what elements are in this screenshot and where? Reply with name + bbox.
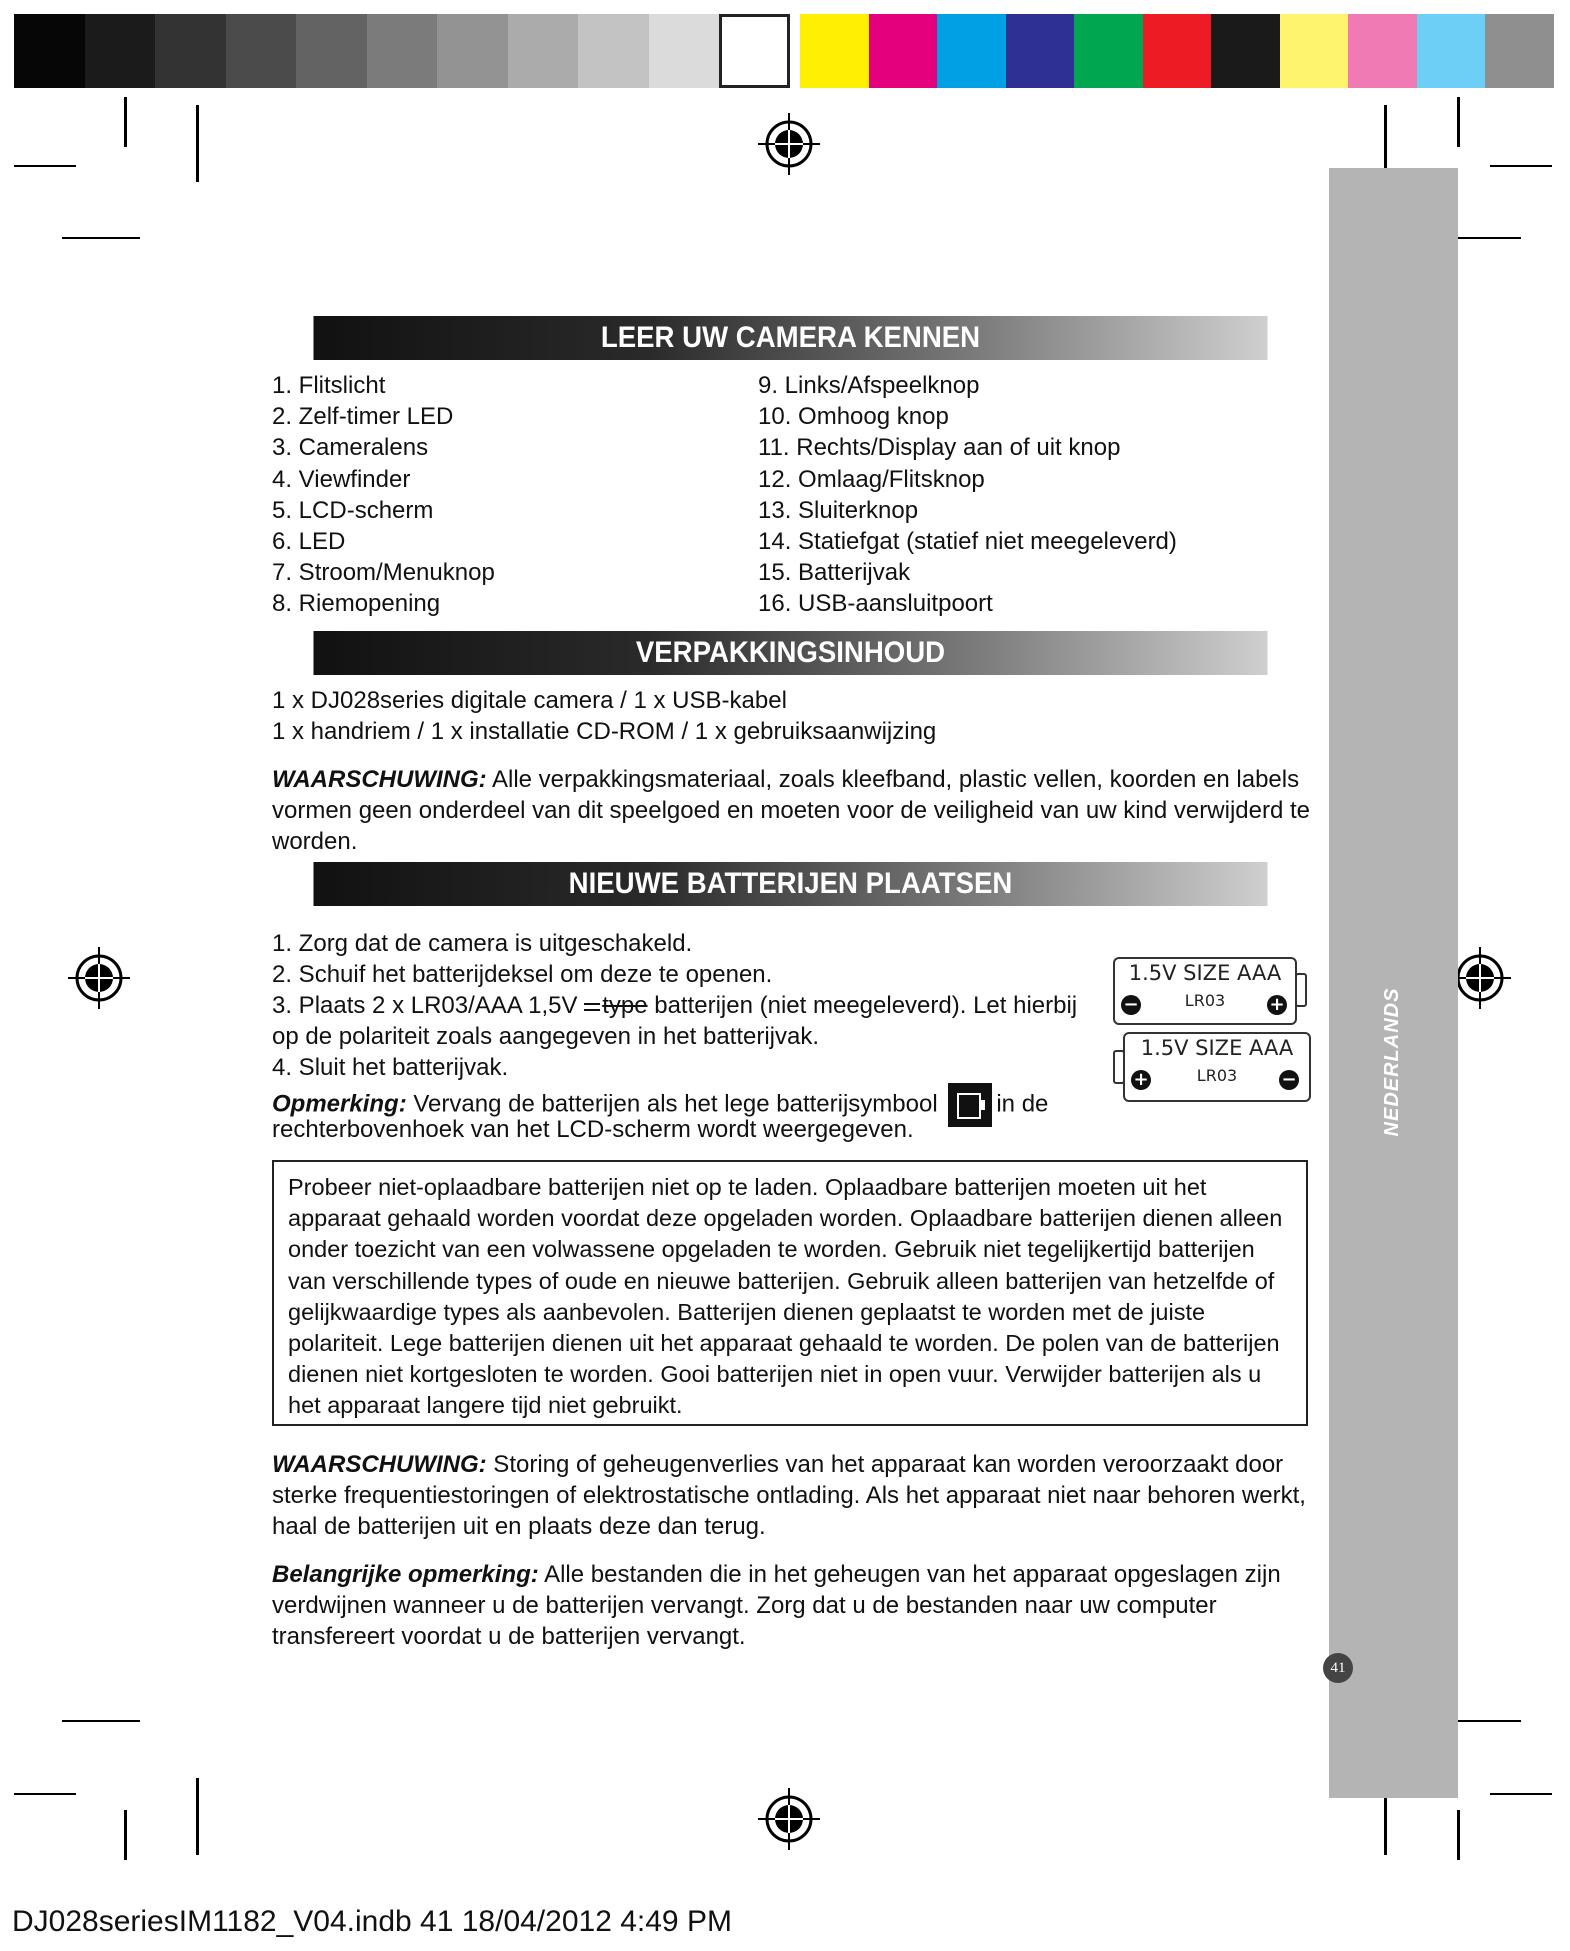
color-swatch <box>800 14 869 88</box>
contents-line: 1 x handriem / 1 x installatie CD-ROM / 1 x gebruiksaanwijzing <box>272 718 937 745</box>
color-swatch <box>1280 14 1349 88</box>
parts-list-right <box>758 370 1177 620</box>
color-swatch <box>1074 14 1143 88</box>
battery-step: 4. Sluit het batterijvak. <box>272 1054 509 1081</box>
list-item: 6. LED <box>272 528 346 556</box>
empty-battery-icon <box>948 1083 992 1127</box>
section-header-contents: VERPAKKINGSINHOUD <box>313 631 1267 675</box>
gray-swatch <box>367 14 438 88</box>
aaa-battery-illustration <box>1123 1032 1311 1102</box>
registration-mark-icon <box>758 113 820 175</box>
plus-pole-icon: + <box>1267 995 1287 1015</box>
interference-warning <box>272 1449 1312 1542</box>
battery-terminal-icon <box>1113 1050 1125 1084</box>
battery-model-label: LR03 <box>1184 991 1226 1010</box>
list-item: 10. Omhoog knop <box>758 403 949 431</box>
note-label: Opmerking: <box>272 1090 407 1118</box>
parts-list-left <box>272 370 495 620</box>
list-item: 13. Sluiterknop <box>758 496 919 524</box>
print-slug: DJ028seriesIM1182_V04.indb 41 18/04/2012 4:49 PM <box>12 1905 732 1938</box>
important-note <box>272 1559 1312 1652</box>
registration-mark-icon <box>68 947 130 1009</box>
minus-pole-icon: − <box>1279 1070 1299 1090</box>
warning-label: WAARSCHUWING: <box>272 766 487 793</box>
color-swatch <box>1348 14 1417 88</box>
battery-safety-notice: Probeer niet-oplaadbare batterijen niet op te laden. Oplaadbare batterijen moeten uit het apparaat gehaald worden voordat deze opgeladen worden. Oplaadbare batterijen dienen alleen onder toezicht van een volwassene opgeladen te worden. Gebruik niet tegelijkertijd batterijen van verschillende types of oude en nieuwe batterijen. Gebruik alleen batterijen van hetzelfde of gelijkwaardige types als aanbevolen. Batterijen dienen geplaatst te worden met de juiste polariteit. Lege batterijen dienen uit het apparaat gehaald te worden. De polen van de batterijen dienen niet kortgesloten te worden. Gooi batterijen niet in open vuur. Verwijder batterijen als u het apparaat langere tijd niet gebruikt. <box>272 1160 1308 1426</box>
crop-mark <box>62 1720 140 1722</box>
step3-type: type <box>602 992 648 1019</box>
section-header-learn: LEER UW CAMERA KENNEN <box>313 316 1267 360</box>
gray-swatch <box>85 14 156 88</box>
gray-swatch <box>155 14 226 88</box>
list-item: 3. Cameralens <box>272 434 429 462</box>
list-item: 14. Statiefgat (statief niet meegeleverd) <box>758 528 1177 556</box>
warning-label: WAARSCHUWING: <box>272 1451 487 1478</box>
battery-size-label: 1.5V SIZE AAA <box>1128 961 1282 985</box>
crop-mark <box>14 165 76 167</box>
list-item: 15. Batterijvak <box>758 559 911 587</box>
important-label: Belangrijke opmerking: <box>272 1561 539 1588</box>
crop-mark <box>1490 1793 1552 1795</box>
color-swatch <box>937 14 1006 88</box>
gray-swatch <box>437 14 508 88</box>
crop-mark <box>1457 1810 1460 1860</box>
crop-mark <box>124 97 127 147</box>
list-item: 16. USB-aansluitpoort <box>758 590 993 618</box>
note-text: in de <box>996 1090 1049 1118</box>
gray-swatch <box>14 14 85 88</box>
dc-symbol-icon <box>584 1003 600 1011</box>
minus-pole-icon: − <box>1121 995 1141 1015</box>
list-item: 5. LCD-scherm <box>272 496 434 524</box>
color-swatch <box>869 14 938 88</box>
crop-mark <box>1457 97 1460 147</box>
color-swatch <box>1143 14 1212 88</box>
color-swatch <box>1211 14 1280 88</box>
list-item: 8. Riemopening <box>272 590 441 618</box>
gray-swatch <box>296 14 367 88</box>
list-item: 1. Flitslicht <box>272 372 386 399</box>
list-item: 7. Stroom/Menuknop <box>272 559 495 587</box>
crop-mark <box>124 1810 127 1860</box>
list-item: 11. Rechts/Display aan of uit knop <box>758 434 1121 462</box>
crop-mark <box>62 237 140 239</box>
aaa-battery-illustration <box>1113 957 1297 1025</box>
crop-mark <box>14 1793 76 1795</box>
contents-line: 1 x DJ028series digitale camera / 1 x USB-kabel <box>272 687 787 714</box>
section-header-batteries: NIEUWE BATTERIJEN PLAATSEN <box>313 862 1267 906</box>
note-text: Vervang de batterijen als het lege batterijsymbool <box>406 1090 945 1118</box>
color-swatch <box>1417 14 1486 88</box>
color-swatch <box>1485 14 1554 88</box>
battery-model-label: LR03 <box>1196 1066 1238 1085</box>
gray-swatch <box>719 14 790 88</box>
list-item: 4. Viewfinder <box>272 465 411 493</box>
crop-mark <box>196 105 199 182</box>
gray-swatch <box>508 14 579 88</box>
battery-size-label: 1.5V SIZE AAA <box>1140 1036 1294 1060</box>
registration-mark-icon <box>1449 947 1511 1009</box>
crop-mark <box>1490 165 1552 167</box>
battery-step: 2. Schuif het batterijdeksel om deze te openen. <box>272 961 773 988</box>
battery-note: rechterbovenhoek van het LCD-scherm wordt weergegeven. <box>272 1116 914 1143</box>
important-text: Alle bestanden die in het geheugen van het apparaat opgeslagen zijn verdwijnen wanneer u de batterijen vervangt. Zorg dat u de bestanden naar uw computer transfereert voordat u de batterijen vervangt. <box>272 1561 1281 1650</box>
language-label: NEDERLANDS <box>1380 987 1403 1137</box>
crop-mark <box>196 1778 199 1855</box>
list-item: 2. Zelf-timer LED <box>272 403 454 431</box>
color-swatch <box>1006 14 1075 88</box>
list-item: 9. Links/Afspeelknop <box>758 372 980 399</box>
packaging-warning <box>272 764 1312 857</box>
gray-swatch <box>649 14 720 88</box>
warning-text: Alle verpakkingsmateriaal, zoals kleefband, plastic vellen, koorden en labels vormen geen onderdeel van dit speelgoed en moeten voor de veiligheid van uw kind verwijderd te worden. <box>272 766 1310 855</box>
battery-step: 1. Zorg dat de camera is uitgeschakeld. <box>272 930 693 957</box>
battery-step <box>272 990 1077 1021</box>
gray-swatch <box>226 14 297 88</box>
warning-text: Storing of geheugenverlies van het apparaat kan worden veroorzaakt door sterke frequentiestoringen of elektrostatische ontlading. Als het apparaat niet naar behoren werkt, haal de batterijen uit en plaats deze dan terug. <box>272 1451 1306 1540</box>
registration-mark-icon <box>758 1788 820 1850</box>
page-number: 41 <box>1323 1653 1353 1683</box>
step3-text: 3. Plaats 2 x LR03/AAA 1,5V <box>272 992 585 1019</box>
step3-text: batterijen (niet meegeleverd). Let hierbij <box>647 992 1078 1019</box>
battery-terminal-icon <box>1295 973 1307 1007</box>
list-item: 12. Omlaag/Flitsknop <box>758 465 985 493</box>
battery-step: op de polariteit zoals aangegeven in het batterijvak. <box>272 1023 820 1050</box>
gray-swatch <box>578 14 649 88</box>
plus-pole-icon: + <box>1131 1070 1151 1090</box>
